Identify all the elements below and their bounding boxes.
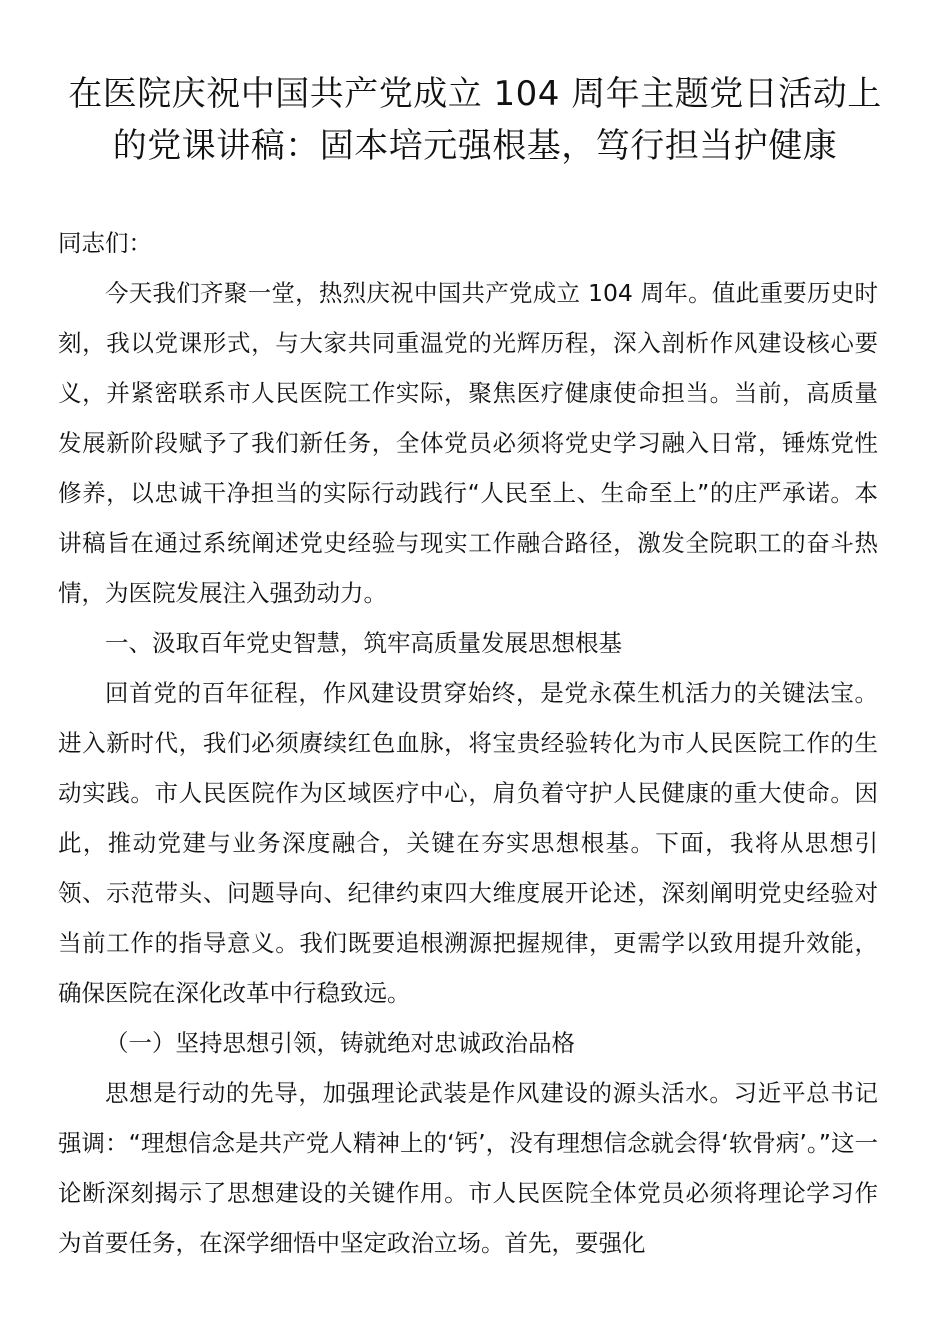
title-line-2: 的党课讲稿：固本培元强根基，笃行担当护健康: [112, 126, 838, 166]
section-heading-1: 一、汲取百年党史智慧，筑牢高质量发展思想根基: [105, 629, 622, 657]
paragraph-subsection-1: 思想是行动的先导，加强理论武装是作风建设的源头活水。习近平总书记强调：“理想信念是共产党人精神上的‘钙’，没有理想信念就会得‘软骨病’。”这一论断深刻揭示了思想建设的关键作用。市人民医院全体党员必须将理论学习作为首要任务，在深学细悟中坚定政治立场。首先，要强化: [58, 1079, 878, 1257]
subsection-heading-1: （一）坚持思想引领，铸就绝对忠诚政治品格: [105, 1029, 575, 1057]
greeting: 同志们：: [58, 229, 152, 257]
paragraph-section-1: 回首党的百年征程，作风建设贯穿始终，是党永葆生机活力的关键法宝。进入新时代，我们必须赓续红色血脉，将宝贵经验转化为市人民医院工作的生动实践。市人民医院作为区域医疗中心，肩负着守护人民健康的重大使命。因此，推动党建与业务深度融合，关键在夯实思想根基。下面，我将从思想引领、示范带头、问题导向、纪律约束四大维度展开论述，深刻阐明党史经验对当前工作的指导意义。我们既要追根溯源把握规律，更需学以致用提升效能，确保医院在深化改革中行稳致远。: [58, 679, 878, 1007]
document-title: [40, 68, 910, 172]
document-body: [58, 218, 878, 1268]
paragraph-intro: 今天我们齐聚一堂，热烈庆祝中国共产党成立 104 周年。值此重要历史时刻，我以党课形式，与大家共同重温党的光辉历程，深入剖析作风建设核心要义，并紧密联系市人民医院工作实际，聚焦医疗健康使命担当。当前，高质量发展新阶段赋予了我们新任务，全体党员必须将党史学习融入日常，锤炼党性修养，以忠诚干净担当的实际行动践行“人民至上、生命至上”的庄严承诺。本讲稿旨在通过系统阐述党史经验与现实工作融合路径，激发全院职工的奋斗热情，为医院发展注入强劲动力。: [58, 279, 878, 607]
title-line-1: 在医院庆祝中国共产党成立 104 周年主题党日活动上: [68, 74, 882, 114]
